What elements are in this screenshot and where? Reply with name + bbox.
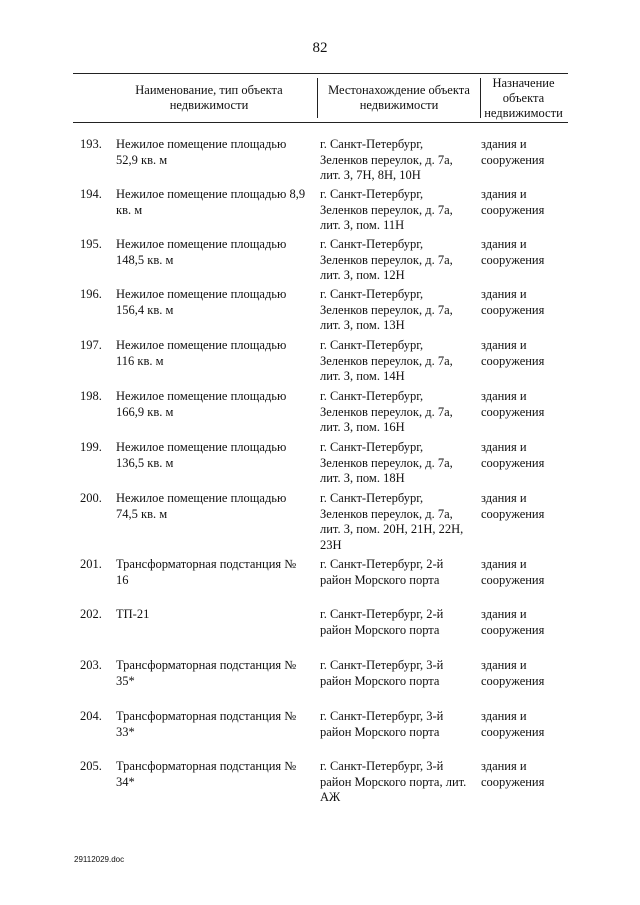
table-header	[73, 73, 568, 123]
object-name: Нежилое помещение площадью 166,9 кв. м	[116, 389, 287, 419]
object-purpose: здания и сооружения	[481, 287, 545, 317]
object-location: г. Санкт-Петербург, Зеленков переулок, д. 7а, лит. З, пом. 14Н	[320, 338, 453, 383]
object-purpose: здания и сооружения	[481, 491, 545, 521]
object-purpose: здания и сооружения	[481, 440, 545, 470]
object-purpose: здания и сооружения	[481, 389, 545, 419]
object-purpose: здания и сооружения	[481, 658, 545, 688]
row-number: 193.	[80, 137, 102, 151]
object-name: Нежилое помещение площадью 148,5 кв. м	[116, 237, 287, 267]
object-name: Трансформаторная подстанция № 33*	[116, 709, 297, 739]
row-number: 205.	[80, 759, 102, 773]
object-location: г. Санкт-Петербург, Зеленков переулок, д. 7а, лит. З, пом. 11Н	[320, 187, 453, 232]
object-name: ТП-21	[116, 607, 150, 621]
object-purpose: здания и сооружения	[481, 237, 545, 267]
object-name: Нежилое помещение площадью 74,5 кв. м	[116, 491, 287, 521]
row-number: 195.	[80, 237, 102, 251]
row-number: 197.	[80, 338, 102, 352]
row-number: 198.	[80, 389, 102, 403]
header-name-type: Наименование, тип объекта недвижимости	[135, 83, 283, 112]
object-name: Нежилое помещение площадью 156,4 кв. м	[116, 287, 287, 317]
object-purpose: здания и сооружения	[481, 709, 545, 739]
row-number: 194.	[80, 187, 102, 201]
object-location: г. Санкт-Петербург, Зеленков переулок, д. 7а, лит. З, пом. 18Н	[320, 440, 453, 485]
page-number: 82	[312, 40, 328, 56]
object-purpose: здания и сооружения	[481, 338, 545, 368]
object-purpose: здания и сооружения	[481, 759, 545, 789]
object-location: г. Санкт-Петербург, 3-й район Морского порта, лит. АЖ	[320, 759, 467, 804]
object-name: Трансформаторная подстанция № 16	[116, 557, 297, 587]
object-location: г. Санкт-Петербург, 2-й район Морского порта	[320, 607, 444, 637]
object-location: г. Санкт-Петербург, Зеленков переулок, д. 7а, лит. З, пом. 12Н	[320, 237, 453, 282]
header-location: Местонахождение объекта недвижимости	[317, 78, 481, 118]
row-number: 200.	[80, 491, 102, 505]
object-location: г. Санкт-Петербург, Зеленков переулок, д. 7а, лит. З, 7Н, 8Н, 10Н	[320, 137, 453, 182]
row-number: 202.	[80, 607, 102, 621]
row-number: 203.	[80, 658, 102, 672]
object-name: Трансформаторная подстанция № 35*	[116, 658, 297, 688]
object-location: г. Санкт-Петербург, Зеленков переулок, д. 7а, лит. З, пом. 13Н	[320, 287, 453, 332]
object-purpose: здания и сооружения	[481, 187, 545, 217]
object-purpose: здания и сооружения	[481, 557, 545, 587]
object-location: г. Санкт-Петербург, 2-й район Морского порта	[320, 557, 444, 587]
object-location: г. Санкт-Петербург, 3-й район Морского порта	[320, 709, 444, 739]
object-purpose: здания и сооружения	[481, 607, 545, 637]
header-purpose: Назначение объекта недвижимости	[484, 75, 563, 120]
object-name: Нежилое помещение площадью 116 кв. м	[116, 338, 287, 368]
object-name: Нежилое помещение площадью 8,9 кв. м	[116, 187, 306, 217]
row-number: 201.	[80, 557, 102, 571]
row-number: 199.	[80, 440, 102, 454]
object-location: г. Санкт-Петербург, Зеленков переулок, д. 7а, лит. З, пом. 16Н	[320, 389, 453, 434]
object-purpose: здания и сооружения	[481, 137, 545, 167]
object-name: Нежилое помещение площадью 52,9 кв. м	[116, 137, 287, 167]
document-filename: 29112029.doc	[74, 855, 125, 864]
object-name: Нежилое помещение площадью 136,5 кв. м	[116, 440, 287, 470]
row-number: 196.	[80, 287, 102, 301]
row-number: 204.	[80, 709, 102, 723]
object-location: г. Санкт-Петербург, 3-й район Морского порта	[320, 658, 444, 688]
object-name: Трансформаторная подстанция № 34*	[116, 759, 297, 789]
object-location: г. Санкт-Петербург, Зеленков переулок, д. 7а, лит. З, пом. 20Н, 21Н, 22Н, 23Н	[320, 491, 464, 552]
